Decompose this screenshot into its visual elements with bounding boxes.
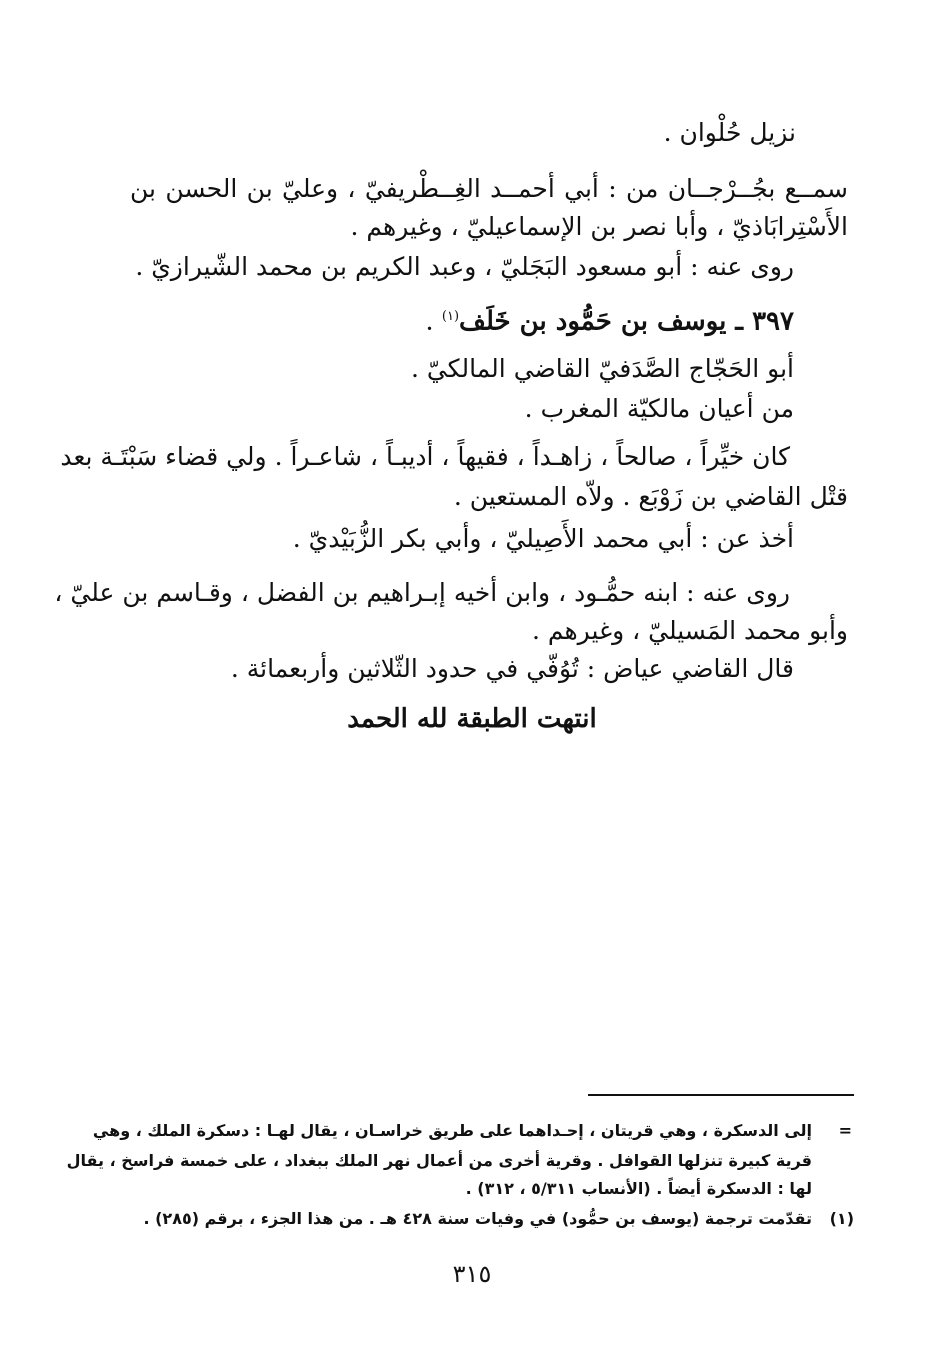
footnote-line: تقدّمت ترجمة (يوسف بن حمُّود) في وفيات سنة ٤٢٨ هـ . من هذا الجزء ، برقم (٢٨٥) . xyxy=(143,1209,812,1228)
page-number: ٣١٥ xyxy=(452,1260,492,1288)
entry-heading xyxy=(425,300,794,339)
body-line: أبو الحَجّاج الصَّدَفيّ القاضي المالكيّ . xyxy=(410,354,794,383)
body-line: نزيل حُلْوان . xyxy=(663,118,796,147)
entry-heading-end: . xyxy=(425,306,442,337)
body-line: من أعيان مالكيّة المغرب . xyxy=(524,394,794,423)
footnote-line: إلى الدسكرة ، وهي قريتان ، إحـداهما على طريق خراسـان ، يقال لهـا : دسكرة الملك ، وهي xyxy=(92,1121,812,1140)
body-line: روى عنه : ابنه حمُّـود ، وابن أخيه إبـراهيم بن الفضل ، وقـاسم بن عليّ ، xyxy=(54,578,790,607)
footnote-ref: (١) xyxy=(441,309,460,324)
footnote-continuation-mark: = xyxy=(838,1121,852,1140)
body-line: أخذ عن : أبي محمد الأَصِيليّ ، وأبي بكر الزُّبَيْديّ . xyxy=(292,524,794,553)
footnote-line: لها : الدسكرة أيضاً . (الأنساب ٥/٣١١ ، ٣١٢) . xyxy=(465,1179,812,1198)
section-end-title: انتهت الطبقة لله الحمد xyxy=(347,704,597,734)
entry-heading-text: ٣٩٧ ـ يوسف بن حَمُّود بن خَلَف xyxy=(459,306,794,337)
footnote-separator xyxy=(588,1094,854,1096)
body-line: وأبو محمد المَسيليّ ، وغيرهم . xyxy=(531,616,848,645)
footnote-number: (١) xyxy=(829,1209,854,1228)
footnote-line: قرية كبيرة تنزلها القوافل . وقرية أخرى من أعمال نهر الملك ببغداد ، على خمسة فراسخ ، يقال xyxy=(66,1151,812,1170)
body-line: قال القاضي عياض : تُوُفّي في حدود الثّلاثين وأربعمائة . xyxy=(230,654,794,683)
body-line: الأَسْتِرابَاذيّ ، وأبا نصر بن الإسماعيليّ ، وغيرهم . xyxy=(350,212,848,241)
body-line: كان خيِّراً ، صالحاً ، زاهـداً ، فقيهاً ، أديبـاً ، شاعـراً . ولي قضاء سَبْتَـة بعد xyxy=(60,442,790,471)
body-line: سمــع بجُــرْجــان من : أبي أحمــد الغِــطْريفيّ ، وعليّ بن الحسن بن xyxy=(130,174,848,203)
body-line: قتْل القاضي بن زَوْبَع . ولاّه المستعين . xyxy=(453,482,848,511)
body-line: روى عنه : أبو مسعود البَجَليّ ، وعبد الكريم بن محمد الشّيرازيّ . xyxy=(135,252,794,281)
